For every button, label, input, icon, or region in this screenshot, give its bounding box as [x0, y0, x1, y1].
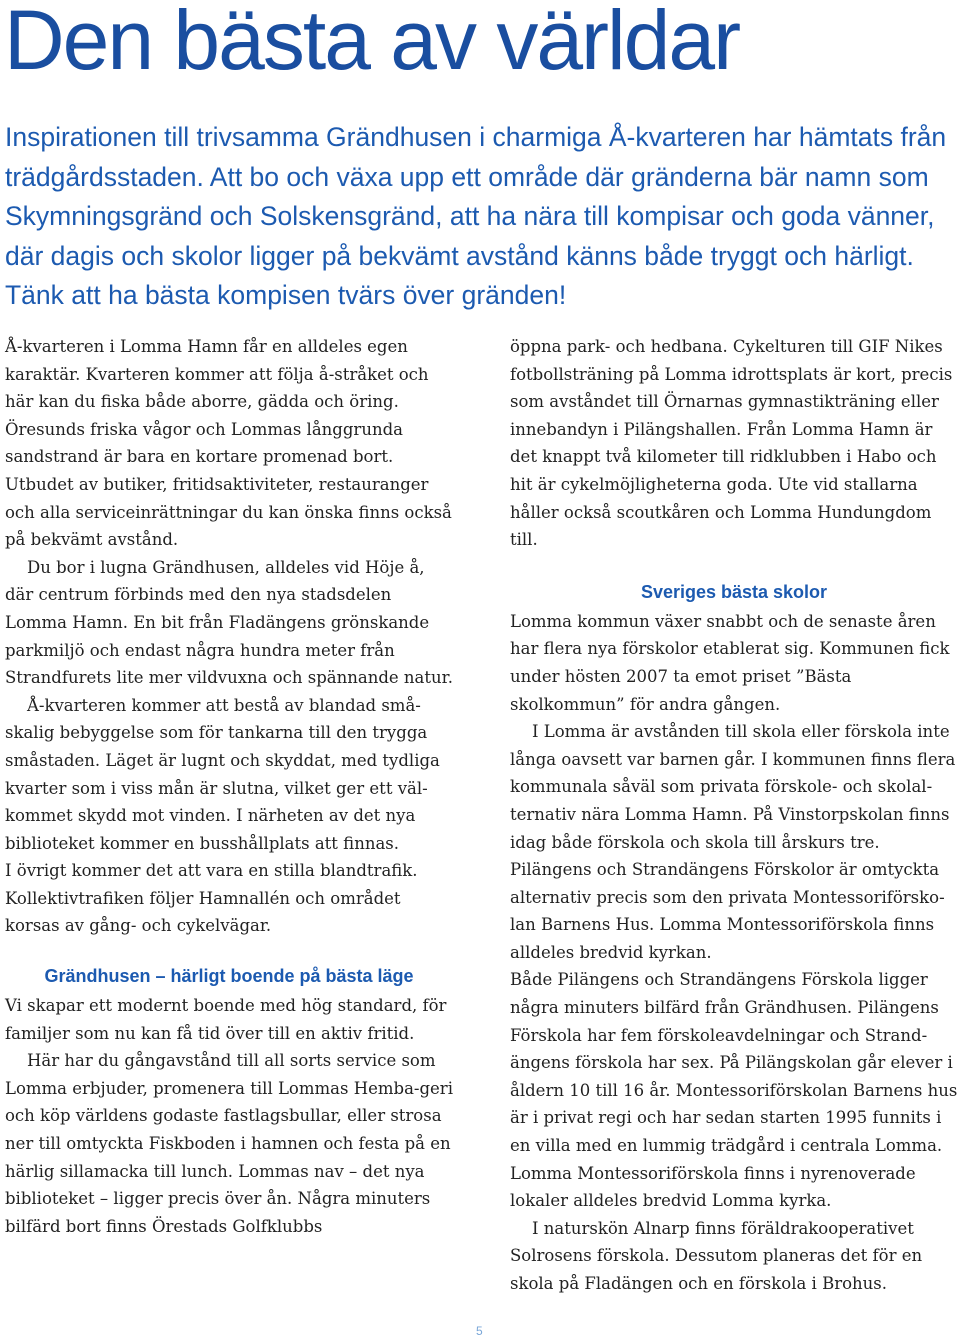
- body-paragraph: I Lomma är avstånden till skola eller förskola inte långa oavsett var barnen går. I kommunen finns flera kommunala såväl som privata förskole- och skolal-ternativ nära Lomma Hamn. På Vinstorpskolan finns idag både förskola och skola till årskurs tre. Pilängens och Strandängens Förskolor är omtyckta alternativ precis som den privata Montessoriförsko-lan Barnens Hus. Lomma Montessoriförskola finns alldeles bredvid kyrkan.: [510, 722, 956, 962]
- body-paragraph: Här har du gångavstånd till all sorts service som Lomma erbjuder, promenera till Lommas Hemba-geri och köp världens godaste fastlagsbullar, eller strosa ner till omtyckta Fiskboden i hamnen och festa på en härlig sillamacka till lunch. Lommas nav – det nya biblioteket – ligger precis över ån. Några minuters bilfärd bort finns Örestads Golfklubbs: [5, 1051, 453, 1236]
- body-paragraph: Lomma kommun växer snabbt och de senaste åren har flera nya förskolor etablerat sig. Kommunen fick under hösten 2007 ta emot priset ”Bästa skolkommun” för andra gången.: [510, 611, 950, 714]
- right-column: [510, 333, 958, 1298]
- body-paragraph: öppna park- och hedbana. Cykelturen till GIF Nikes fotbollsträning på Lomma idrottsplats är kort, precis som avståndet till Örnarnas gymnastikträning eller innebandyn i Pilängshallen. Från Lomma Hamn är det knappt två kilometer till ridklubben i Habo och hit är cykelmöjligheterna goda. Ute vid stallarna håller också scoutkåren och Lomma Hundungdom till.: [510, 337, 953, 550]
- body-paragraph: Å-kvarteren kommer att bestå av blandad små-skalig bebyggelse som för tankarna till den trygga småstaden. Läget är lugnt och skyddat, med tydliga kvarter som i viss mån är slutna, vilket ger ett väl-kommet skydd mot vinden. I närheten av det nya biblioteket kommer en busshållplats att finnas.: [5, 695, 440, 853]
- section-heading-grandhusen: Grändhusen – härligt boende på bästa läge: [44, 966, 414, 987]
- intro-paragraph: Inspirationen till trivsamma Grändhusen i charmiga Å-kvarteren har hämtats från trädgårdsstaden. Att bo och växa upp ett område där gränderna bär namn som Skymningsgränd och Solskensgränd, att ha nära till kompisar och goda vänner, där dagis och skolor ligger på bekvämt avstånd känns både tryggt och härligt. Tänk att ha bästa kompisen tvärs över gränden!: [5, 122, 947, 310]
- section-heading-skolor: Sveriges bästa skolor: [640, 581, 828, 602]
- page-title: Den bästa av världar: [4, 0, 740, 87]
- left-column: [5, 333, 453, 1240]
- body-paragraph: Både Pilängens och Strandängens Förskola ligger några minuters bilfärd från Grändhusen. Pilängens Förskola har fem förskoleavdelningar och Strand-ängens förskola har sex. På Pilängskolan går elever i åldern 10 till 16 år. Montessoriförskolan Barnens hus är i privat regi och har sedan starten 1995 funnits i en villa med en lummig trädgård i centrala Lomma. Lomma Montessoriförskola finns i nyrenoverade lokaler alldeles bredvid Lomma kyrka.: [510, 970, 958, 1211]
- body-paragraph: I naturskön Alnarp finns föräldrakooperativet Solrosens förskola. Dessutom planeras det för en skola på Fladängen och en förskola i Brohus.: [510, 1218, 923, 1293]
- body-paragraph: I övrigt kommer det att vara en stilla blandtrafik. Kollektivtrafiken följer Hamnallén och området korsas av gång- och cykelvägar.: [5, 861, 418, 936]
- body-paragraph: Vi skapar ett modernt boende med hög standard, för familjer som nu kan få tid över till en aktiv fritid.: [5, 996, 447, 1043]
- body-paragraph: Du bor i lugna Grändhusen, alldeles vid Höje å, där centrum förbinds med den nya stadsdelen Lomma Hamn. En bit från Fladängens grönskande parkmiljö och endast några hundra meter från Strandfurets lite mer vildvuxna och spännande natur.: [5, 557, 453, 688]
- page-number: 5: [476, 1324, 483, 1338]
- body-paragraph: Å-kvarteren i Lomma Hamn får en alldeles egen karaktär. Kvarteren kommer att följa å-stråket och här kan du fiska både aborre, gädda och öring. Öresunds friska vågor och Lommas långgrunda sandstrand är bara en kortare promenad bort. Utbudet av butiker, fritidsaktiviteter, restauranger och alla serviceinrättningar du kan önska finns också på bekvämt avstånd.: [5, 337, 452, 550]
